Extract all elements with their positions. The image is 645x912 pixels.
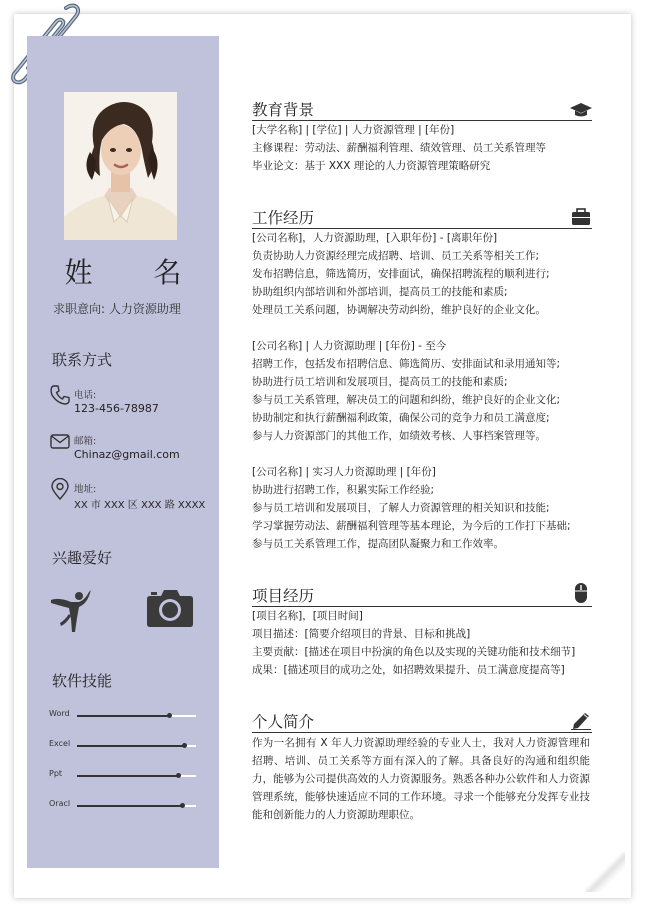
skill-track [77, 745, 196, 747]
projects-section-title [252, 586, 592, 607]
work-job-1 [252, 229, 597, 319]
mouse-icon [570, 582, 592, 604]
skill-name: Oracl [49, 799, 71, 808]
email-value: Chinaz@gmail.com [74, 448, 180, 461]
education-line: 毕业论文：基于 XXX 理论的人力资源管理策略研究 [252, 160, 491, 172]
job-intention: 求职意向: 人力资源助理 [53, 302, 181, 316]
address-value: XX 市 XXX 区 XXX 路 XXXX [74, 500, 206, 511]
skill-fill [77, 775, 178, 777]
phone-value: 123-456-78987 [74, 402, 159, 415]
skill-row [49, 769, 199, 783]
job-line: 处理员工关系问题，协调解决劳动纠纷，维护良好的企业文化。 [252, 304, 546, 316]
skill-row [49, 739, 199, 753]
education-section-title [252, 100, 592, 121]
skills-heading: 软件技能 [52, 672, 113, 690]
skill-name: Word [49, 709, 70, 718]
sidebar [27, 36, 219, 868]
graduation-cap-icon [570, 100, 592, 118]
page-curl [585, 852, 625, 892]
job-line: 招聘工作，包括发布招聘信息、筛选简历、安排面试和录用通知等; [252, 358, 561, 370]
job-line: 参与员工关系管理工作，提高团队凝聚力和工作效率。 [252, 538, 504, 550]
skill-fill [77, 745, 184, 747]
pencil-icon [570, 712, 592, 730]
job-line: [公司名称]，人力资源助理，[入职年份] - [离职年份] [252, 232, 498, 244]
location-icon [49, 478, 71, 500]
summary-section-title [252, 712, 592, 733]
skill-track [77, 715, 196, 717]
email-label: 邮箱: [74, 436, 97, 447]
education-lines [252, 121, 597, 175]
camera-icon [146, 588, 194, 628]
skill-level-marker [167, 713, 172, 718]
hobbies-heading: 兴趣爱好 [52, 549, 113, 567]
job-line: 学习掌握劳动法、薪酬福利管理等基本理论，为今后的工作打下基础; [252, 520, 571, 532]
job-line: [公司名称] | 实习人力资源助理 | [年份] [252, 466, 436, 478]
job-line: 协助组织内部培训和外部培训，提高员工的技能和素质; [252, 286, 508, 298]
job-line: 协助进行员工培训和发展项目，提高员工的技能和素质; [252, 376, 508, 388]
address-label: 地址: [74, 484, 97, 495]
project-line: 主要贡献：[描述在项目中扮演的角色以及实现的关键功能和技术细节] [252, 646, 576, 658]
job-line: 协助进行招聘工作，积累实际工作经验; [252, 484, 435, 496]
work-section-title [252, 208, 592, 229]
summary-heading: 个人简介 [252, 713, 315, 731]
skill-name: Ppt [49, 769, 63, 778]
skill-row [49, 799, 199, 813]
profile-photo [64, 92, 177, 240]
project-line: 成果：[描述项目的成功之处，如招聘效果提升、员工满意度提高等] [252, 664, 565, 676]
work-job-3 [252, 463, 597, 553]
skill-track [77, 805, 196, 807]
education-line: 主修课程：劳动法、薪酬福利管理、绩效管理、员工关系管理等 [252, 142, 546, 154]
candidate-name: 姓 名 [64, 256, 208, 289]
summary-text: 作为一名拥有 X 年人力资源助理经验的专业人士，我对人力资源管理和招聘、培训、员工关系等方面有深入的了解。具备良好的沟通和组织能力，能够为公司提供高效的人力资源服务。熟悉各种办公软件和人力资源管理系统，能够快速适应不同的工作环境。寻求一个能够充分发挥专业技能和创新能力的人力资源助理职位。 [252, 737, 590, 821]
skill-track [77, 775, 196, 777]
skill-name: Excel [49, 739, 71, 748]
phone-label: 电话: [74, 390, 97, 401]
job-line: 协助制定和执行薪酬福利政策，确保公司的竞争力和员工满意度; [252, 412, 550, 424]
yoga-icon [49, 586, 95, 634]
contact-heading: 联系方式 [52, 351, 113, 369]
skill-level-marker [180, 803, 185, 808]
job-line: 参与员工关系管理，解决员工的问题和纠纷，维护良好的企业文化; [252, 394, 561, 406]
skill-fill [77, 715, 169, 717]
skill-level-marker [182, 743, 187, 748]
job-line: 参与人力资源部门的其他工作，如绩效考核、人事档案管理等。 [252, 430, 546, 442]
job-line: 负责协助人力资源经理完成招聘、培训、员工关系等相关工作; [252, 250, 540, 262]
skill-level-marker [176, 773, 181, 778]
job-line: 参与员工培训和发展项目，了解人力资源管理的相关知识和技能; [252, 502, 550, 514]
job-line: 发布招聘信息，筛选简历，安排面试，确保招聘流程的顺利进行; [252, 268, 550, 280]
project-line: 项目描述：[简要介绍项目的背景、目标和挑战] [252, 628, 471, 640]
skill-row [49, 709, 199, 723]
education-line: [大学名称] | [学位] | 人力资源管理 | [年份] [252, 124, 455, 136]
mail-icon [49, 430, 71, 452]
project-line: [项目名称]，[项目时间] [252, 610, 363, 622]
job-line: [公司名称] | 人力资源助理 | [年份] - 至今 [252, 340, 447, 352]
projects-lines [252, 607, 597, 679]
work-job-2 [252, 337, 597, 445]
projects-heading: 项目经历 [252, 587, 315, 605]
phone-icon [49, 384, 71, 406]
skill-fill [77, 805, 182, 807]
briefcase-icon [570, 208, 592, 226]
education-heading: 教育背景 [252, 101, 315, 119]
work-heading: 工作经历 [252, 209, 315, 227]
